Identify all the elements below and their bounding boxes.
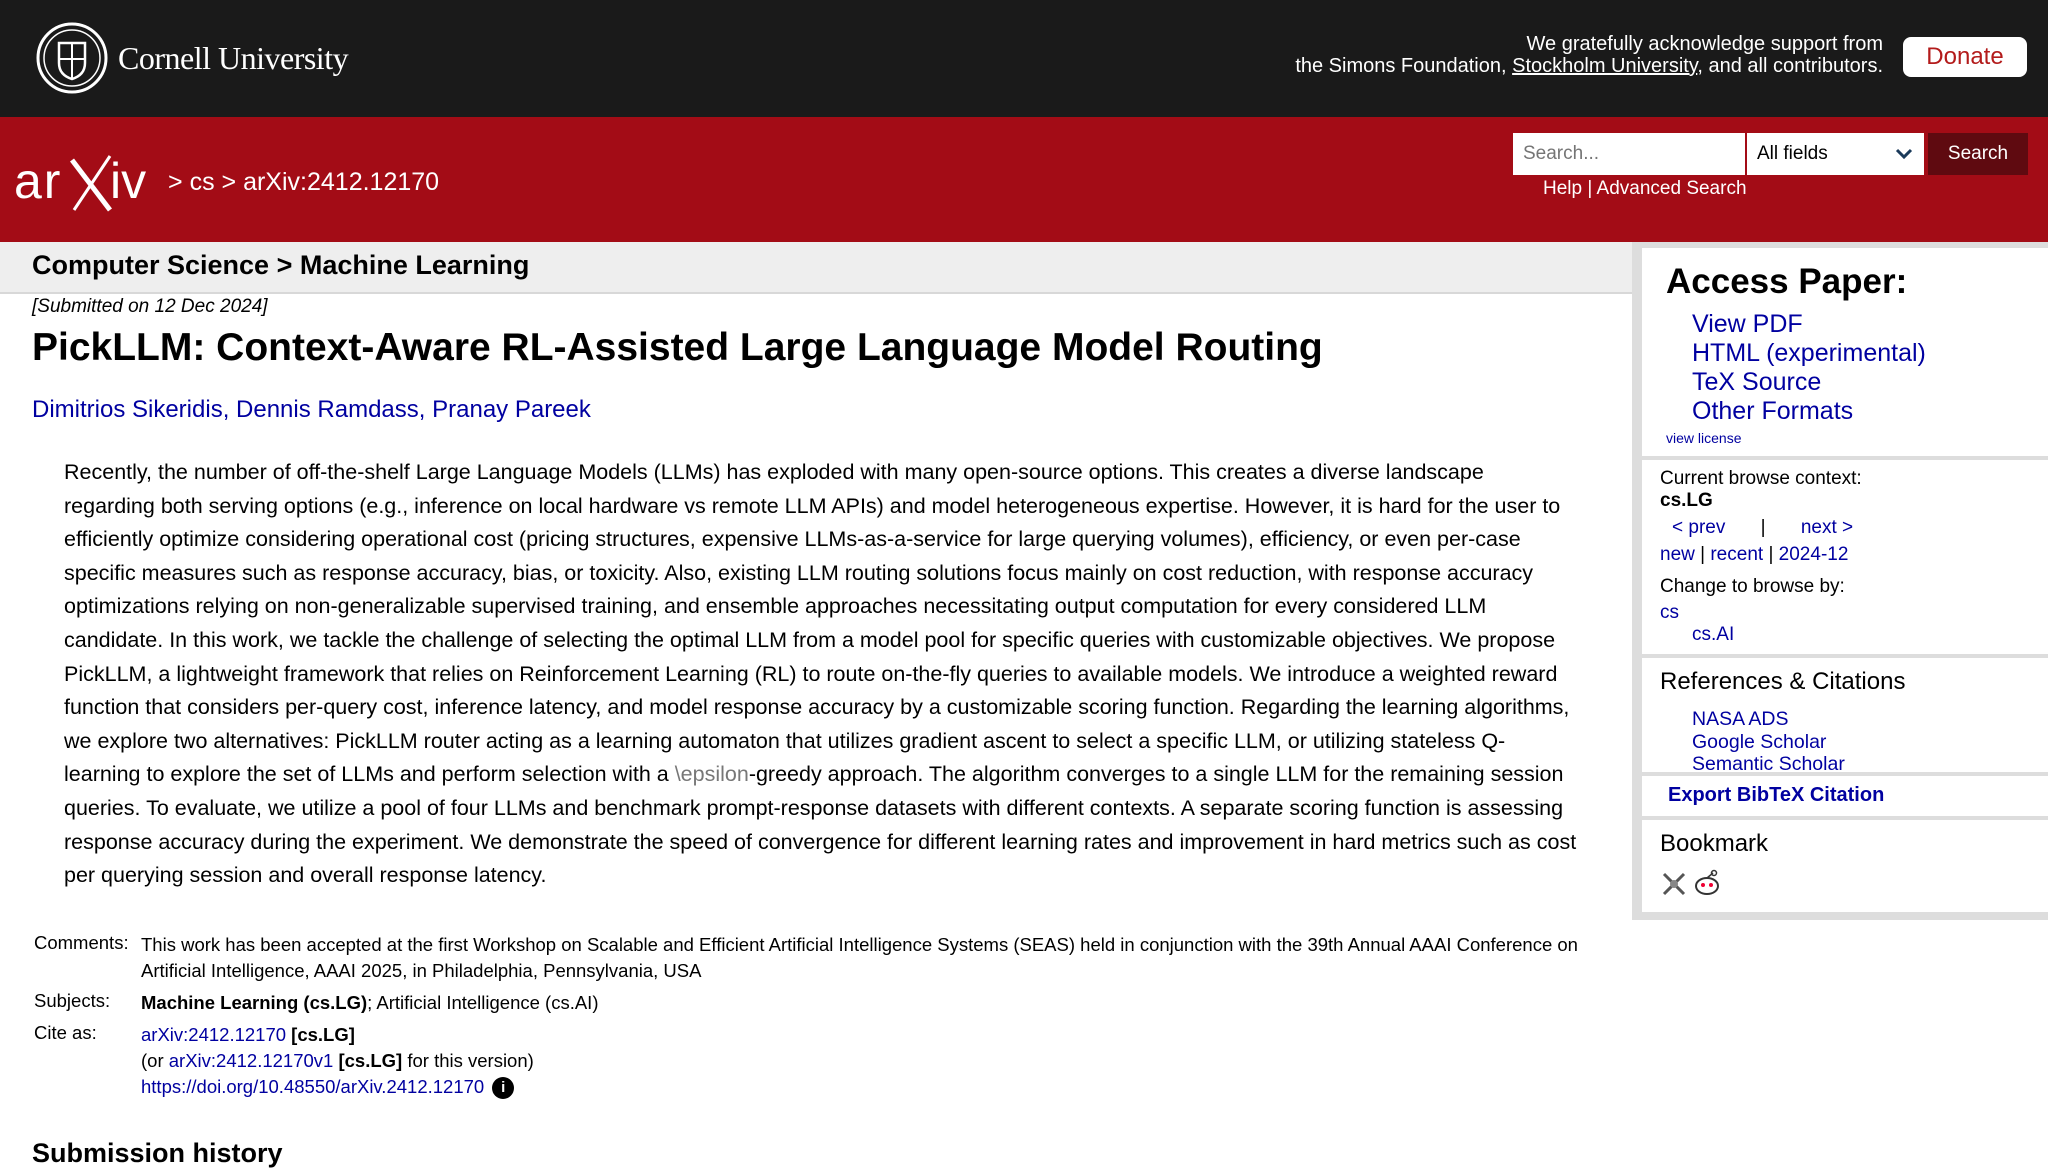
reddit-icon[interactable] [1692,868,1722,898]
browse-cs-link[interactable]: cs [1660,602,1679,623]
html-experimental-link[interactable]: HTML (experimental) [1692,339,1926,367]
nasa-ads-link[interactable]: NASA ADS [1692,708,1789,730]
references-links [1692,708,1845,776]
nav-separator: | [1760,517,1766,538]
submission-date: [Submitted on 12 Dec 2024] [32,296,268,317]
arxiv-logo-icon[interactable] [14,150,164,216]
bookmark-icons [1660,868,1722,903]
help-separator: | [1587,178,1593,199]
new-link[interactable]: new [1660,544,1695,565]
subject-heading: Computer Science > Machine Learning [32,250,530,280]
subjects-row [34,990,1594,1016]
info-icon[interactable]: i [492,1077,514,1099]
view-pdf-link[interactable]: View PDF [1692,310,1803,338]
top-bar [0,0,2048,117]
paper-title: PickLLM: Context-Aware RL-Assisted Large Language Model Routing [32,326,1323,369]
prev-link[interactable]: < prev [1672,517,1726,538]
abstract-latex-epsilon: \epsilon [674,762,749,787]
primary-subject: Machine Learning (cs.LG) [141,992,368,1013]
svg-text:ar: ar [14,153,63,209]
cite-row [34,1022,1594,1100]
prev-next-nav [1672,517,1853,539]
breadcrumb [168,168,439,197]
advanced-search-link[interactable]: Advanced Search [1596,178,1747,199]
browse-context-label: Current browse context: [1660,468,1862,489]
support-line-1: We gratefully acknowledge support from [1526,33,1883,55]
abstract [64,456,1579,893]
stockholm-university-link[interactable]: Stockholm University [1512,55,1698,77]
next-link[interactable]: next > [1800,517,1854,538]
recent-link[interactable]: recent [1710,544,1764,565]
cite-version-link[interactable]: arXiv:2412.12170v1 [168,1050,334,1071]
author-link[interactable]: Pranay Pareek [432,396,591,423]
browse-context-value: cs.LG [1660,490,1713,511]
cite-value [141,1022,1594,1100]
other-formats-link[interactable]: Other Formats [1692,397,1854,425]
svg-text:iv: iv [110,153,147,209]
comments-row [34,932,1594,984]
bibsonomy-icon[interactable] [1660,870,1688,898]
google-scholar-link[interactable]: Google Scholar [1692,730,1827,753]
cite-label: Cite as: [34,1022,97,1043]
bookmark-heading: Bookmark [1660,830,1769,857]
cite-arxiv-link[interactable]: arXiv:2412.12170 [141,1024,287,1045]
month-link[interactable]: 2024-12 [1778,544,1849,565]
author-link[interactable]: Dimitrios Sikeridis [32,396,223,423]
browse-cs-ai-link[interactable]: cs.AI [1692,624,1735,645]
nav-separator: | [1700,544,1706,565]
cite-version-text: for this version) [402,1050,534,1071]
bookmark-box [1642,820,2048,912]
breadcrumb-paper-id: arXiv:2412.12170 [243,168,440,196]
subject-band [0,242,1632,294]
breadcrumb-separator: > [168,168,183,196]
nav-separator: | [1768,544,1774,565]
help-link[interactable]: Help [1543,178,1583,199]
references-heading: References & Citations [1660,668,1906,695]
browse-lists [1660,544,1848,566]
sidebar [1632,242,2048,920]
submission-history-heading: Submission history [32,1138,283,1168]
semantic-scholar-link[interactable]: Semantic Scholar [1692,753,1845,775]
comments-value: This work has been accepted at the first Workshop on Scalable and Efficient Artificial Intelligence Systems (SEAS) held in conjunction with the 39th Annual AAAI Conference on Artificial Intelligence, AAAI 2025, in Philadelphia, Pennsylvania, USA [141,934,1578,981]
abstract-text-continued: -greedy approach. The algorithm converges to a single LLM for the remaining session queries. To evaluate, we utilize a pool of four LLMs and benchmark prompt-response datasets with different contexts. A separate scoring function is assessing response accuracy during the experiment. We demonstrate the speed of convergence for different learning rates and improvement in hard metrics such as cost per querying session and overall response latency. [64,762,1577,888]
support-text-pre: the Simons Foundation, [1295,55,1513,77]
breadcrumb-cs[interactable]: cs [189,168,215,196]
chevron-down-icon [1894,133,1914,175]
search-input[interactable] [1513,133,1745,175]
author-separator: , [418,396,433,423]
search-field-value: All fields [1757,143,1828,164]
subjects-label: Subjects: [34,990,111,1011]
cornell-university-logo-text[interactable]: Cornell University [118,40,349,76]
comments-label: Comments: [34,932,129,953]
support-acknowledgement [1295,33,1883,77]
export-bibtex-link[interactable]: Export BibTeX Citation [1668,784,1885,806]
tex-source-link[interactable]: TeX Source [1692,368,1822,396]
author-separator: , [222,396,237,423]
support-text-post: , and all contributors. [1697,55,1883,77]
metadata-table [34,932,1594,1106]
search-button[interactable]: Search [1928,133,2028,175]
references-citations-box [1642,658,2048,775]
export-box [1642,776,2048,816]
access-paper-heading: Access Paper: [1666,262,1908,301]
cornell-seal-icon[interactable] [35,21,109,95]
donate-button[interactable]: Donate [1903,37,2027,77]
search-field-select[interactable] [1747,133,1924,175]
abstract-text: Recently, the number of off-the-shelf Large Language Models (LLMs) has exploded with many open-source options. This creates a diverse landscape regarding both serving options (e.g., inference on local hardware vs remote LLM APIs) and model heterogeneous expertise. However, it is hard for the user to efficiently optimize considering operational cost (pricing structures, expensive LLMs-as-a-service for large querying volumes), efficiency, or even per-case specific measures such as response accuracy, bias, or toxicity. Also, existing LLM routing solutions focus mainly on cost reduction, with response accuracy optimizations relying on non-generalizable supervised training, and ensemble approaches necessitating output computation for every considered LLM candidate. In this work, we tackle the challenge of selecting the optimal LLM from a model pool for specific queries with customizable objectives. We propose PickLLM, a lightweight framework that relies on Reinforcement Learning (RL) to route on-the-fly queries to available models. We introduce a weighted reward function that considers per-query cost, inference latency, and model response accuracy by a customizable scoring function. Regarding the learning algorithms, we explore two alternatives: PickLLM router acting as a learning automaton that utilizes gradient ascent to select a specific LLM, or utilizing stateless Q-learning to explore the set of LLMs and perform selection with a [64,460,1570,787]
view-license-link[interactable]: view license [1666,430,1742,446]
secondary-subjects: ; Artificial Intelligence (cs.AI) [367,992,599,1013]
cite-or: (or [141,1050,169,1071]
cite-category: [cs.LG] [291,1024,355,1045]
browse-context-box [1642,460,2048,654]
access-links [1692,310,1926,426]
breadcrumb-separator: > [221,168,237,196]
doi-link[interactable]: https://doi.org/10.48550/arXiv.2412.12170 [141,1076,485,1097]
author-list [32,396,591,424]
change-browse-label: Change to browse by: [1660,576,1845,597]
help-links [1543,178,1747,200]
support-line-2 [1295,55,1883,77]
subjects-value [141,990,1594,1016]
author-link[interactable]: Dennis Ramdass [236,396,419,423]
cite-version-category: [cs.LG] [338,1050,403,1071]
access-paper-box [1642,248,2048,456]
